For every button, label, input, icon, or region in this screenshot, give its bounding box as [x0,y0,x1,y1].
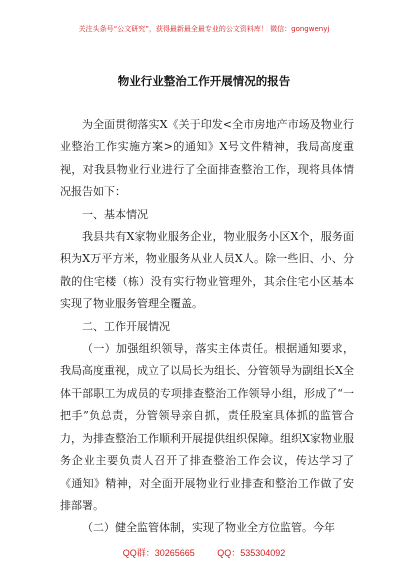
paragraph-basic-situation: 我县共有X家物业服务企业，物业服务小区X个，服务面积为X万平方米，物业服务从业人员X人。除一些旧、小、分散的住宅楼（栋）没有实行物业管理外，其余住宅小区基本实现了物业服务管理全覆盖。 [60,230,354,311]
paragraph-intro: 为全面贯彻落实X《关于印发<全市房地产市场及物业行业整治工作实施方案>的通知》X号文件精神，我局高度重视，对我县物业行业进行了全面排查整治工作，现将具体情况报告如下： [60,118,354,199]
footer-contact [0,546,408,559]
heading-basic-situation: 一、基本情况 [82,207,148,221]
paragraph-organization: （一）加强组织领导，落实主体责任。根据通知要求，我局高度重视，成立了以局长为组长、分管领导为副组长X全体干部职工为成员的专项排查整治工作领导小组，形成了“一把手”负总责，分管领导亲自抓，责任股室具体抓的监管合力，为排查整治工作顺利开展提供组织保障。组织X家物业服务企业主要负责人召开了排查整治工作会议，传达学习了《通知》精神，对全面开展物业行业排查和整治工作做了安排部署。 [60,342,354,512]
promo-header: 关注头条号“公文研究”，获得最新最全最专业的公文资料库！ 微信：gongwenyj [78,25,330,33]
qq-group-number: QQ群：30265665 [122,548,195,558]
heading-work-progress: 二、工作开展情况 [82,319,170,333]
qq-number: QQ：535304092 [217,548,286,558]
paragraph-supervision: （二）健全监管体制，实现了物业全方位监管。今年 [82,521,335,535]
document-body [60,114,354,540]
document-title: 物业行业整治工作开展情况的报告 [117,74,291,88]
